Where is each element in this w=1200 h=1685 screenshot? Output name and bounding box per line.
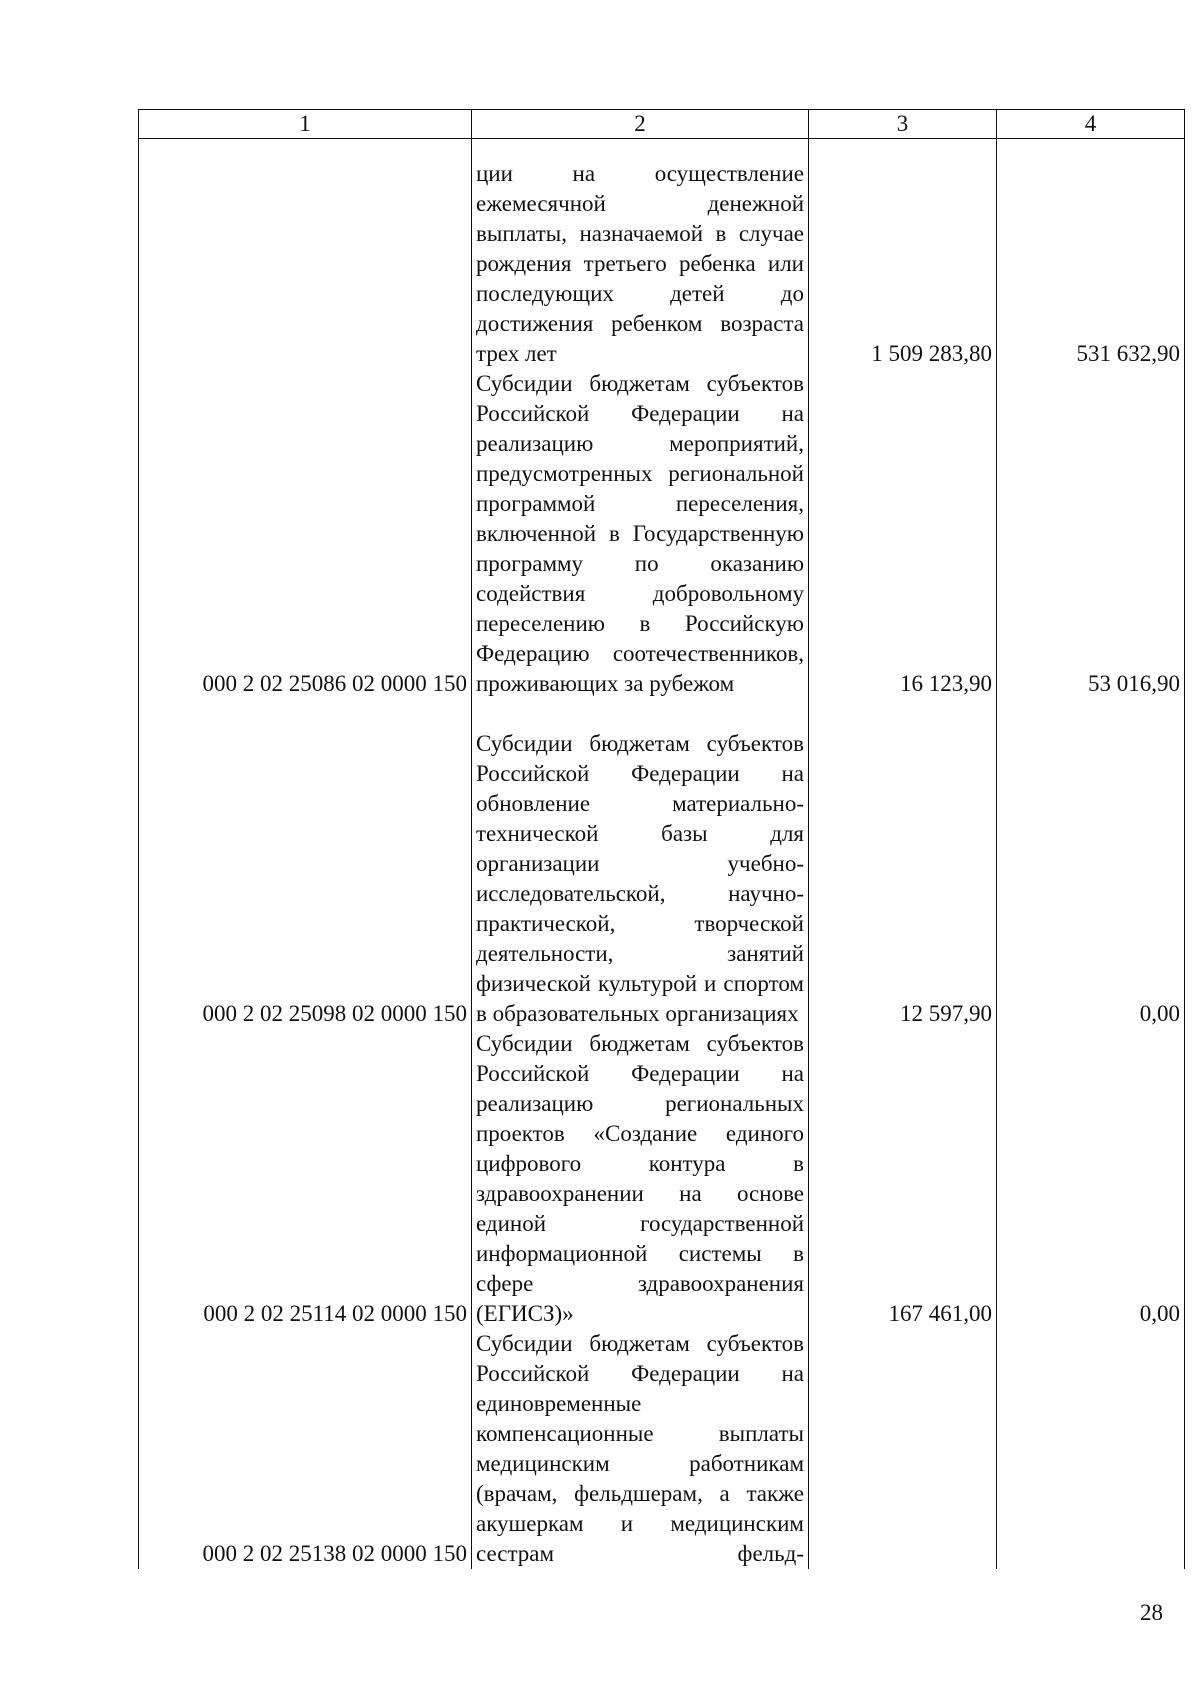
table-row bbox=[139, 1329, 1185, 1569]
page-number: 28 bbox=[1140, 1600, 1163, 1625]
header-row bbox=[139, 110, 1185, 139]
amount-col4: 0,00 bbox=[997, 699, 1185, 1029]
amount-col4: 53 016,90 bbox=[997, 369, 1185, 699]
column-header-1: 1 bbox=[139, 110, 472, 139]
table-row bbox=[139, 699, 1185, 1029]
table-row bbox=[139, 369, 1185, 699]
amount-col4: 0,00 bbox=[997, 1029, 1185, 1329]
budget-code: 000 2 02 25086 02 0000 150 bbox=[139, 369, 472, 699]
table-body bbox=[139, 139, 1185, 1569]
table-header bbox=[139, 110, 1185, 139]
budget-code: 000 2 02 25098 02 0000 150 bbox=[139, 699, 472, 1029]
budget-code: 000 2 02 25138 02 0000 150 bbox=[139, 1329, 472, 1569]
table-row bbox=[139, 1029, 1185, 1329]
column-header-3: 3 bbox=[809, 110, 997, 139]
amount-col3: 16 123,90 bbox=[809, 369, 997, 699]
column-header-2: 2 bbox=[472, 110, 809, 139]
row-description: Субсидии бюджетам субъектов Российской Федерации на реализацию региональных проектов «Создание единого цифрового контура в здравоохранении на основе единой государственной информационной системы в сфере здравоохранения (ЕГИСЗ)» bbox=[472, 1029, 809, 1329]
amount-col4: 531 632,90 bbox=[997, 139, 1185, 369]
row-description: Субсидии бюджетам субъектов Российской Федерации на реализацию мероприятий, предусмотренных региональной программой переселения, включенной в Государственную программу по оказанию содействия добровольному переселению в Российскую Федерацию соотечественников, проживающих за рубежом bbox=[472, 369, 809, 699]
row-description: Субсидии бюджетам субъектов Российской Федерации на единовременные компенсационные выплаты медицинским работникам (врачам, фельдшерам, а также акушеркам и медицинским сестрам фельд- bbox=[472, 1329, 809, 1569]
amount-col3 bbox=[809, 1329, 997, 1569]
row-description: Субсидии бюджетам субъектов Российской Федерации на обновление материально-технической базы для организации учебно-исследовательской, научно-практической, творческой деятельности, занятий физической культурой и спортом в образовательных организациях bbox=[472, 699, 809, 1029]
row-description: ции на осуществление ежемесячной денежной выплаты, назначаемой в случае рождения третьего ребенка или последующих детей до достижения ребенком возраста трех лет bbox=[472, 139, 809, 369]
amount-col3: 12 597,90 bbox=[809, 699, 997, 1029]
amount-col3: 167 461,00 bbox=[809, 1029, 997, 1329]
amount-col3: 1 509 283,80 bbox=[809, 139, 997, 369]
amount-col4 bbox=[997, 1329, 1185, 1569]
column-header-4: 4 bbox=[997, 110, 1185, 139]
budget-code: 000 2 02 25114 02 0000 150 bbox=[139, 1029, 472, 1329]
table-row bbox=[139, 139, 1185, 369]
budget-code bbox=[139, 139, 472, 369]
budget-table bbox=[138, 109, 1185, 1569]
